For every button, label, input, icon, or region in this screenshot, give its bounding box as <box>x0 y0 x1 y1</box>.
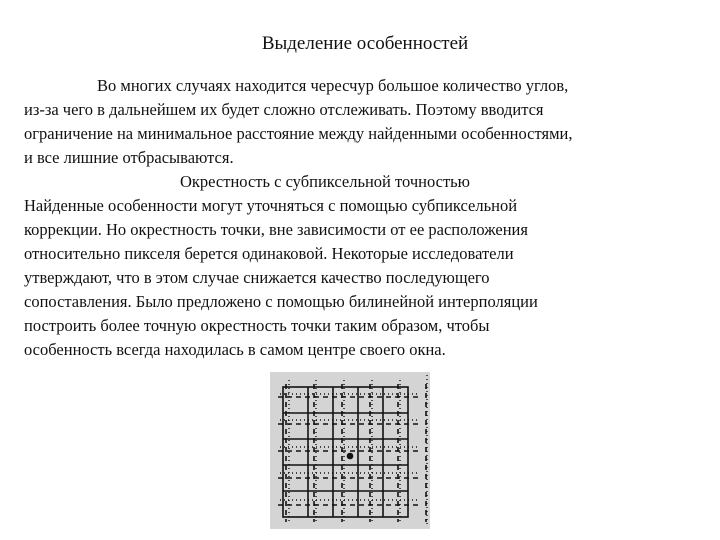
slide-title: Выделение особенностей <box>261 33 469 54</box>
paragraph2-line: построить более точную окрестность точки таким образом, чтобы <box>24 316 490 335</box>
paragraph1-line: Во многих случаях находится чересчур большое количество углов, <box>97 76 569 95</box>
feature-point <box>347 453 354 460</box>
paragraph2-line: сопоставления. Было предложено с помощью билинейной интерполяции <box>24 292 538 311</box>
paragraph1-line: из-за чего в дальнейшем их будет сложно отслеживать. Поэтому вводится <box>24 100 544 119</box>
paragraph2-line: особенность всегда находилась в самом центре своего окна. <box>24 340 446 359</box>
section-subtitle: Окрестность с субпиксельной точностью <box>180 172 471 191</box>
paragraph2-line: коррекции. Но окрестность точки, вне зависимости от ее расположения <box>24 220 528 239</box>
paragraph1-line: и все лишние отбрасываются. <box>24 148 234 167</box>
subpixel-grid-figure <box>270 372 430 529</box>
paragraph2-line: относительно пикселя берется одинаковой. Некоторые исследователи <box>24 244 514 263</box>
paragraph1-line: ограничение на минимальное расстояние между найденными особенностями, <box>24 124 573 143</box>
body-text <box>24 74 704 362</box>
paragraph2-line: утверждают, что в этом случае снижается качество последующего <box>24 268 490 287</box>
paragraph2-line: Найденные особенности могут уточняться с помощью субпиксельной <box>24 196 518 215</box>
